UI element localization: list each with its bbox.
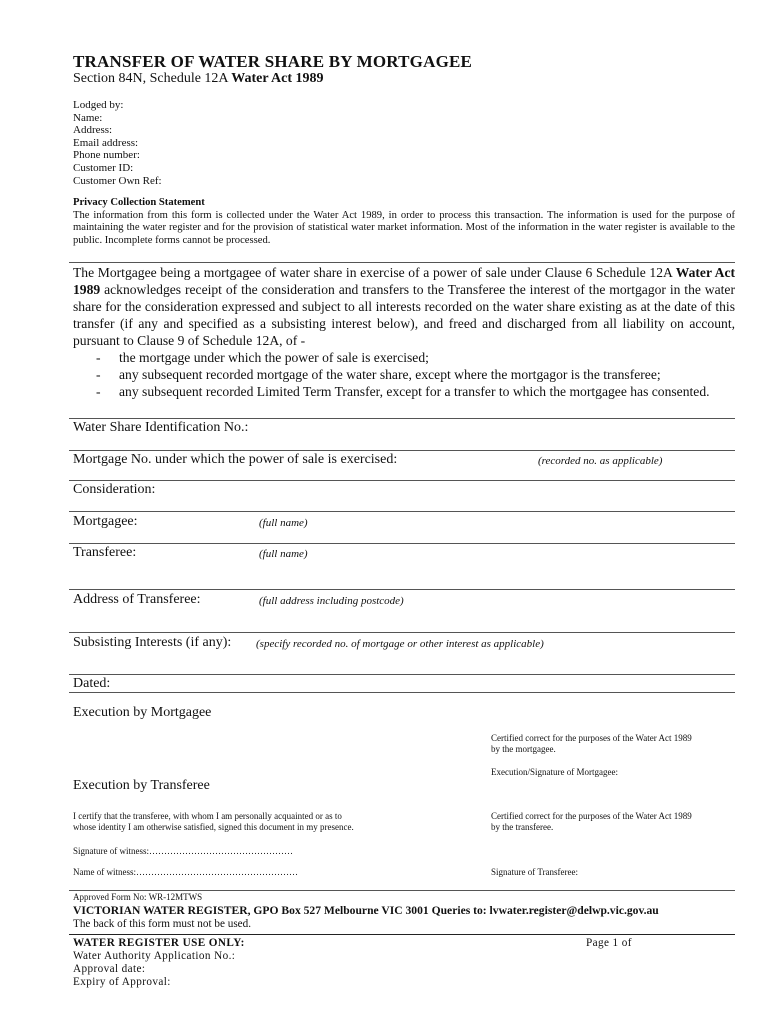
customer-ref-label: Customer Own Ref: [73,174,162,187]
address-of-transferee-label: Address of Transferee: [73,592,201,607]
water-share-id-label: Water Share Identification No.: [73,420,249,435]
divider [69,418,735,419]
subsisting-line[interactable] [69,674,735,675]
expiry-label: Expiry of Approval: [73,976,171,988]
mortgagee-label: Mortgagee: [73,514,138,529]
application-no-label: Water Authority Application No.: [73,950,236,962]
witness-certification: I certify that the transferee, with whom I am personally acquainted or as to whose identity I am otherwise satisfied, signed this document in my presence. [73,811,354,832]
mortgage-no-hint: (recorded no. as applicable) [538,455,663,467]
transferee-certification: Certified correct for the purposes of the Water Act 1989 by the transferee. [491,811,692,832]
subsisting-interests-label: Subsisting Interests (if any): [73,635,232,650]
transferee-signature-label: Signature of Transferee: [491,867,578,877]
divider [69,890,735,891]
address-line[interactable] [69,632,735,633]
subtitle-section: Section 84N, Schedule 12A [73,71,232,86]
mortgagee-line[interactable] [69,543,735,544]
mortgagee-hint: (full name) [259,517,308,529]
divider [69,262,735,263]
subsisting-hint: (specify recorded no. of mortgage or other interest as applicable) [256,638,544,650]
address-hint: (full address including postcode) [259,595,404,607]
mortgagee-signature-label: Execution/Signature of Mortgagee: [491,767,618,777]
page-number: Page 1 of [586,937,632,949]
office-use-heading: WATER REGISTER USE ONLY: [73,937,245,949]
divider [69,934,735,935]
subtitle-act: Water Act 1989 [231,71,324,86]
approval-date-label: Approval date: [73,963,146,975]
witness-signature-field[interactable]: Signature of witness:………………………………………… [73,846,293,856]
transferee-hint: (full name) [259,548,308,560]
statement-paragraph: The Mortgagee being a mortgagee of water share in exercise of a power of sale under Clause 6 Schedule 12A Water Act 1989 acknowledges receipt of the consideration and transfers to the Transferee the interest of the mortgagor in the water share for the consideration expressed and subject to all interests recorded on the water share existing as at the date of this transfer (if any and specified as a subsisting interest below), and freed and discharged from all liability on account, pursuant to Clause 9 of Schedule 12A, of - [73,265,736,348]
mortgage-no-label: Mortgage No. under which the power of sale is exercised: [73,452,398,467]
dated-label: Dated: [73,676,111,691]
privacy-statement [73,197,735,247]
customer-id-label: Customer ID: [73,161,134,174]
water-share-id-line[interactable] [69,450,735,451]
form-title: TRANSFER OF WATER SHARE BY MORTGAGEE [73,52,473,71]
mortgagee-certification: Certified correct for the purposes of the Water Act 1989 by the mortgagee. [491,733,692,754]
back-notice: The back of this form must not be used. [73,918,252,930]
lodged-by-block [73,99,162,187]
email-label: Email address: [73,136,139,149]
dated-line[interactable] [69,692,735,693]
name-label: Name: [73,111,103,124]
statement-list [73,349,735,400]
lodged-by-label: Lodged by: [73,99,124,111]
list-item: - any subsequent recorded Limited Term Transfer, except for a transfer to which the mortgagee has consented. [96,384,710,399]
consideration-line[interactable] [69,511,735,512]
transfer-statement [73,264,735,400]
privacy-text: The information from this form is collected under the Water Act 1989, in order to process this transaction. The information is used for the purpose of maintaining the water register and for the provision of statistical water market information. Most of the information in the water register is available to the public. Incomplete forms cannot be processed. [73,209,735,246]
execution-mortgagee-heading: Execution by Mortgagee [73,705,212,720]
form-subtitle [73,71,324,87]
mortgage-no-line[interactable] [69,480,735,481]
list-item: - the mortgage under which the power of sale is exercised; [96,350,429,365]
form-number: Approved Form No: WR-12MTWS [73,892,203,902]
execution-transferee-heading: Execution by Transferee [73,778,210,793]
address-label: Address: [73,124,113,137]
phone-label: Phone number: [73,149,140,162]
privacy-heading: Privacy Collection Statement [73,197,205,208]
list-item: - any subsequent recorded mortgage of the water share, except where the mortgagor is the transferee; [96,367,661,382]
register-address: VICTORIAN WATER REGISTER, GPO Box 527 Melbourne VIC 3001 Queries to: lvwater.register@delwp.vic.gov.au [73,904,659,917]
transferee-line[interactable] [69,589,735,590]
transferee-label: Transferee: [73,545,137,560]
consideration-label: Consideration: [73,482,156,497]
witness-name-field[interactable]: Name of witness:……………………………………………… [73,867,298,877]
